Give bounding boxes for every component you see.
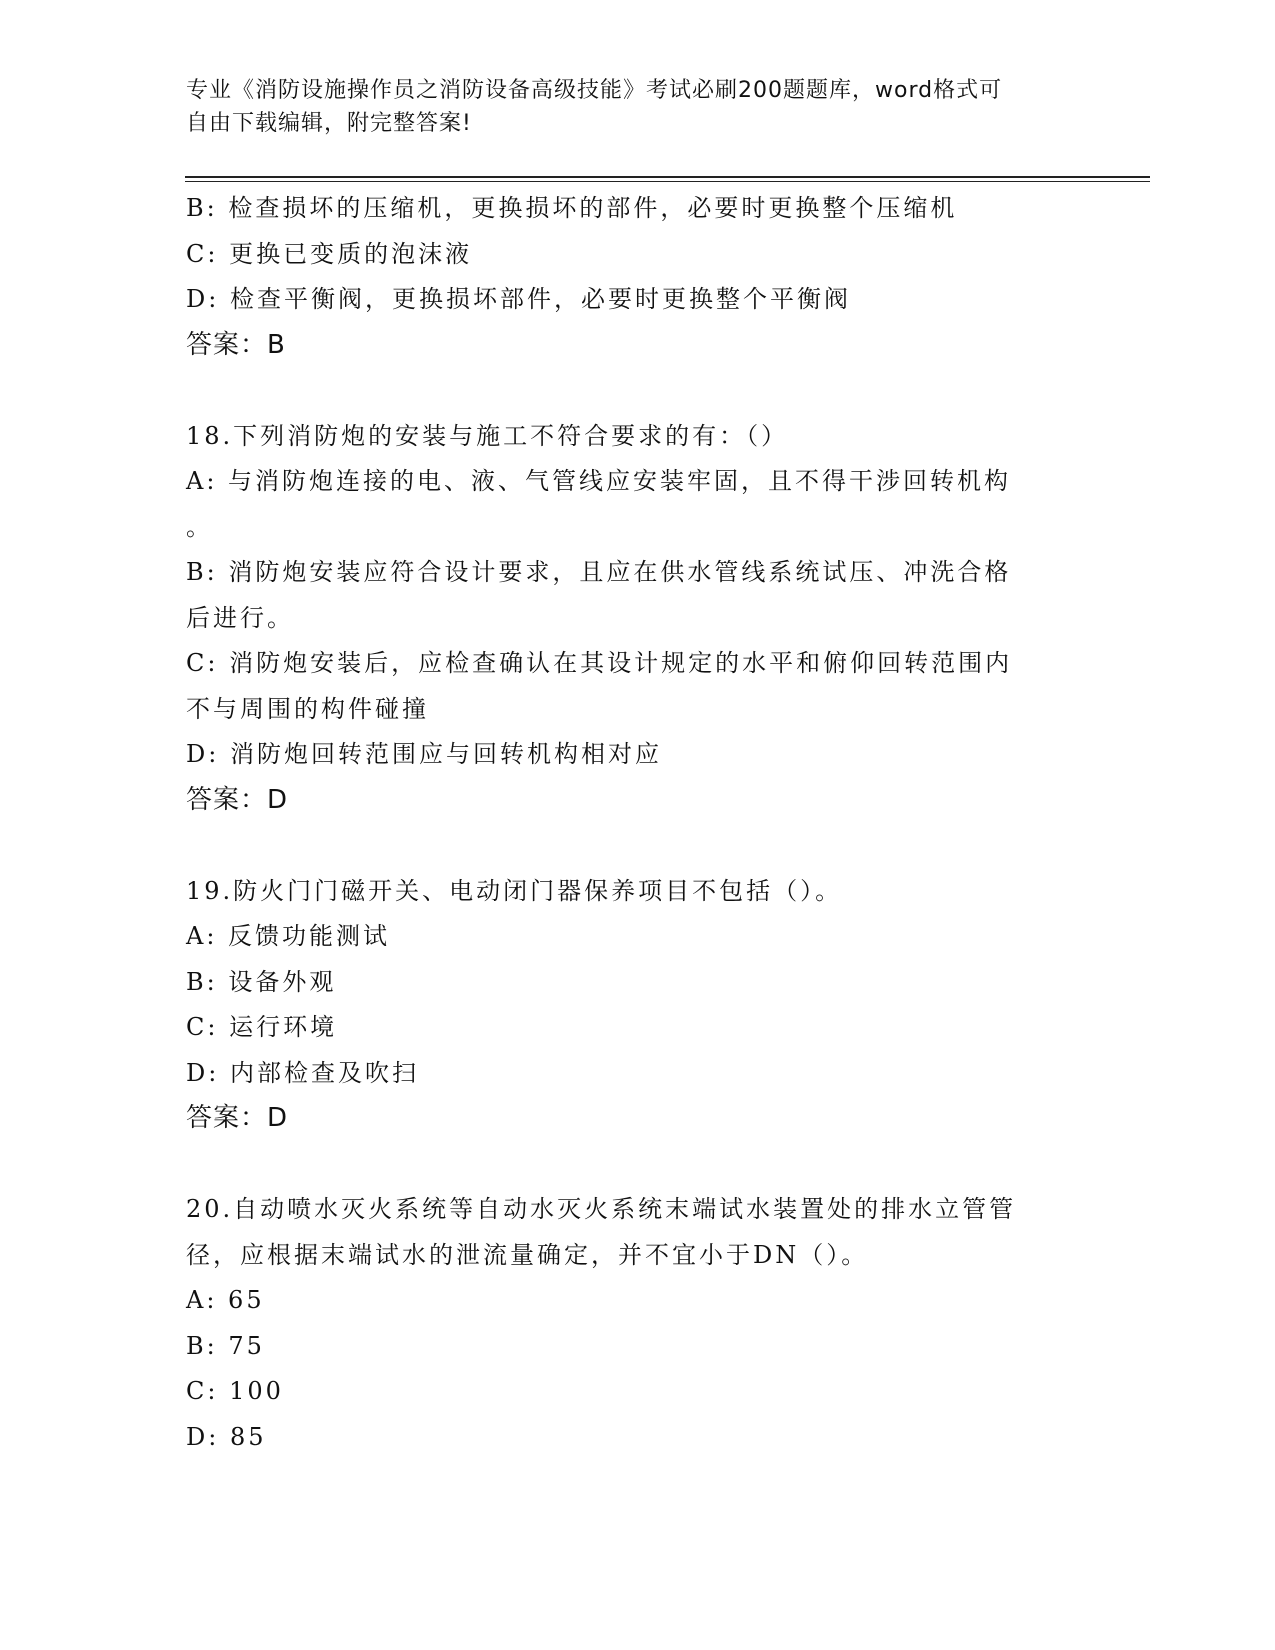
question-17-continued: [186, 186, 1086, 368]
question-stem: 19.防火门门磁开关、电动闭门器保养项目不包括（）。: [186, 876, 843, 905]
option-b: B: 检查损坏的压缩机，更换损坏的部件，必要时更换整个压缩机: [186, 194, 958, 222]
header-divider: [185, 176, 1150, 182]
option-b-continued: 后进行。: [186, 603, 294, 632]
option-d: D: 消防炮回转范围应与回转机构相对应: [186, 740, 662, 768]
option-a: A: 与消防炮连接的电、液、气管线应安装牢固，且不得干涉回转机构: [186, 467, 1012, 495]
question-20: [186, 1187, 1086, 1460]
question-stem: 18.下列消防炮的安装与施工不符合要求的有：（）: [186, 421, 789, 450]
spacer: [186, 823, 1086, 869]
option-b: B: 消防炮安装应符合设计要求，且应在供水管线系统试压、冲洗合格: [186, 558, 1012, 586]
question-stem: 20.自动喷水灭火系统等自动水灭火系统末端试水装置处的排水立管管: [186, 1195, 1017, 1223]
header-title-line-1: 专业《消防设施操作员之消防设备高级技能》考试必刷200题题库，word格式可: [186, 78, 1003, 103]
option-c: C: 更换已变质的泡沫液: [186, 239, 473, 268]
option-a-continued: 。: [186, 512, 213, 541]
option-a: A: 65: [186, 1286, 265, 1314]
header-title-line-2: 自由下载编辑，附完整答案!: [186, 111, 472, 136]
question-19: [186, 869, 1086, 1142]
question-stem-continued: 径，应根据末端试水的泄流量确定，并不宜小于DN（）。: [186, 1240, 869, 1269]
page-header: [186, 74, 1066, 140]
option-b: B: 设备外观: [186, 967, 337, 996]
option-d: D: 内部检查及吹扫: [186, 1058, 419, 1087]
answer: 答案：D: [186, 784, 289, 815]
answer: 答案：B: [186, 329, 286, 360]
option-c: C: 运行环境: [186, 1013, 338, 1041]
question-list: [186, 186, 1086, 1460]
option-c-continued: 不与周围的构件碰撞: [186, 694, 429, 723]
option-c: C: 消防炮安装后，应检查确认在其设计规定的水平和俯仰回转范围内: [186, 649, 1013, 677]
option-d: D: 85: [186, 1422, 267, 1451]
question-18: [186, 414, 1086, 824]
spacer: [186, 368, 1086, 414]
option-c: C: 100: [186, 1377, 284, 1405]
spacer: [186, 1142, 1086, 1188]
option-d: D: 检查平衡阀，更换损坏部件，必要时更换整个平衡阀: [186, 285, 851, 313]
option-b: B: 75: [186, 1331, 265, 1360]
answer: 答案：D: [186, 1103, 289, 1133]
option-a: A: 反馈功能测试: [186, 922, 391, 950]
